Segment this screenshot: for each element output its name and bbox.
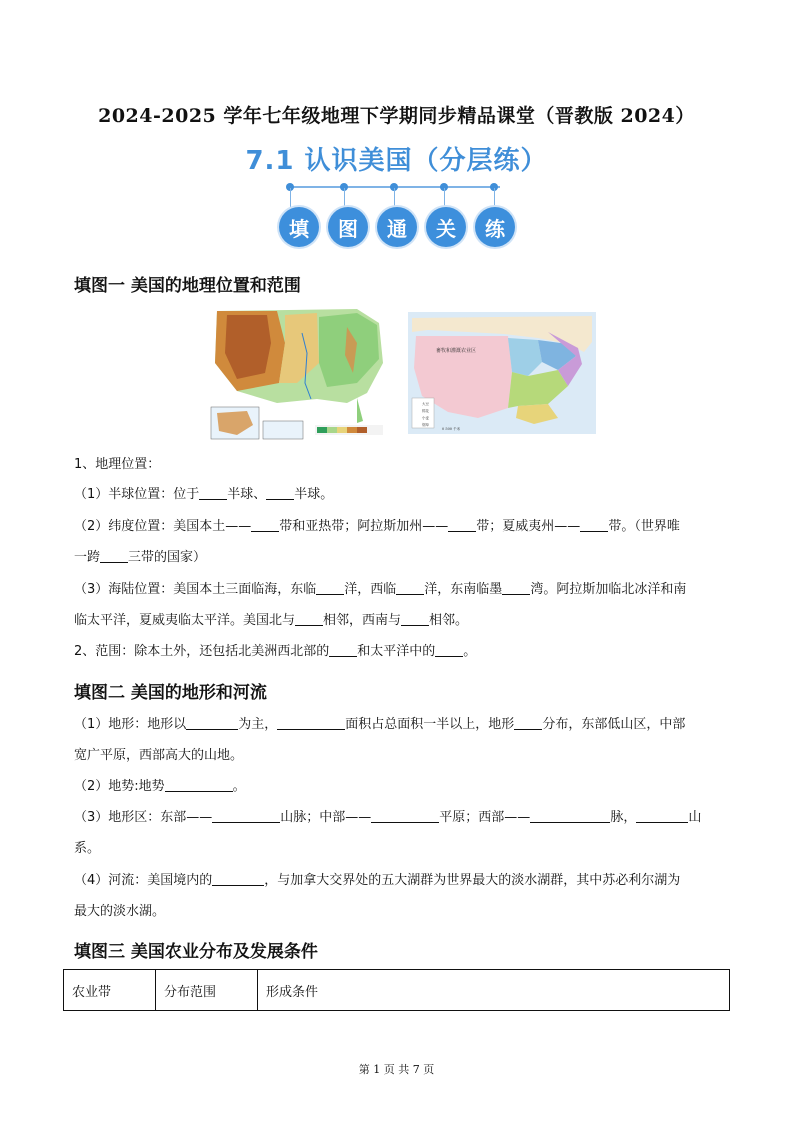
legend-item: 烟草 <box>422 423 429 427</box>
page-footer: 第 1 页 共 7 页 <box>358 1063 435 1076</box>
table-row <box>64 970 730 1011</box>
section-heading-2: 填图二 美国的地形和河流 <box>74 683 267 703</box>
badge-char: 关 <box>426 207 466 247</box>
header-line: 2024-2025 学年七年级地理下学期同步精品课堂（晋教版 2024） <box>98 105 695 127</box>
paragraph: （3）地形区：东部—— 山脉；中部—— 平原；西部—— 脉， 山 <box>74 810 702 825</box>
table-header-cell: 分布范围 <box>156 970 258 1011</box>
paragraph: 一跨 三带的国家） <box>74 550 207 565</box>
paragraph: 1、地理位置： <box>74 457 161 472</box>
paragraph: （3）海陆位置：美国本土三面临海，东临 洋，西临 洋，东南临墨 湾。阿拉斯加临北冰洋和南 <box>74 582 687 597</box>
us-terrain-map <box>207 303 387 443</box>
badge-char: 通 <box>377 207 417 247</box>
legend-item: 小麦 <box>422 416 429 420</box>
badge-char: 填 <box>279 207 319 247</box>
legend-item: 棉花 <box>422 409 429 413</box>
map-scale: 0 500 千米 <box>442 427 461 431</box>
paragraph: （2）纬度位置：美国本土—— 带和亚热带；阿拉斯加州—— 带；夏威夷州—— 带。（世界唯 <box>74 519 680 534</box>
agriculture-table <box>63 969 730 1011</box>
paragraph: 系。 <box>74 841 101 856</box>
badge-char: 练 <box>475 207 515 247</box>
paragraph: 临太平洋，夏威夷临太平洋。美国北与 相邻，西南与 相邻。 <box>74 613 469 628</box>
table-header-cell: 农业带 <box>64 970 156 1011</box>
map-region-label: 畜牧和灌溉农业区 <box>436 348 477 354</box>
legend-item: 大豆 <box>422 402 429 406</box>
badge-char: 图 <box>328 207 368 247</box>
paragraph: 宽广平原，西部高大的山地。 <box>74 748 244 763</box>
section-heading-1: 填图一 美国的地理位置和范围 <box>74 276 301 296</box>
document-title: 7.1 认识美国（分层练） <box>245 146 548 176</box>
table-header-cell: 形成条件 <box>258 970 730 1011</box>
paragraph: （1）地形：地形以 为主， 面积占总面积一半以上，地形 分布，东部低山区，中部 <box>74 717 686 732</box>
decorative-divider <box>288 186 500 188</box>
paragraph: （2）地势:地势 。 <box>74 779 246 794</box>
section-badge <box>279 207 515 249</box>
section-heading-3: 填图三 美国农业分布及发展条件 <box>74 942 318 962</box>
paragraph: （1）半球位置：位于 半球、 半球。 <box>74 487 334 502</box>
paragraph: （4）河流：美国境内的 ，与加拿大交界处的五大湖群为世界最大的淡水湖群，其中苏必利尔湖为 <box>74 873 681 888</box>
paragraph: 2、范围：除本土外，还包括北美洲西北部的 和太平洋中的 。 <box>74 644 477 659</box>
us-agriculture-map <box>408 312 596 434</box>
paragraph: 最大的淡水湖。 <box>74 904 166 919</box>
